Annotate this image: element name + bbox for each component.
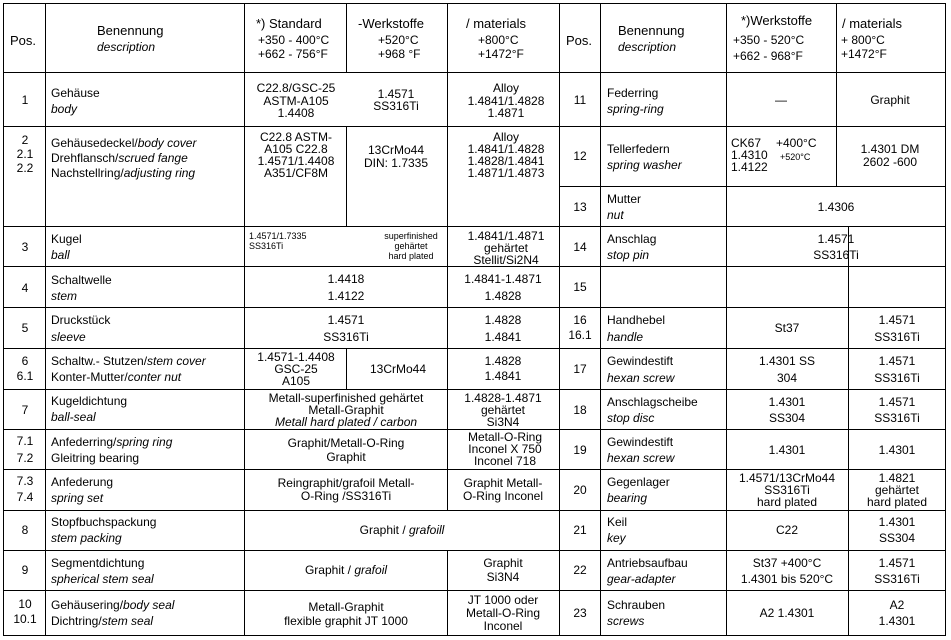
row-6-pos-2: 6.1 xyxy=(16,369,34,383)
header-werkstoffe-title: -Werkstoffe xyxy=(358,16,424,31)
row-3-material-2: gehärtet xyxy=(483,241,529,255)
row-17-name-de: Gewindestift xyxy=(607,354,674,368)
row-11-name-en: spring-ring xyxy=(607,102,664,116)
row-23-material-1: A2 xyxy=(889,598,905,612)
row-6-standard-1: 1.4571-1.4408 xyxy=(257,350,335,364)
row-20-name-de: Gegenlager xyxy=(607,475,670,489)
row-2-line-3-en: adjusting ring xyxy=(123,166,196,180)
header-right-werkstoffe-title: *)Werkstoffe xyxy=(741,13,813,28)
row-6-line-2-de: Konter-Mutter/ xyxy=(51,370,128,384)
row-21-name-en: key xyxy=(607,531,626,545)
row-14-name-en: stop pin xyxy=(607,248,650,262)
row-21-material-2: SS304 xyxy=(878,531,916,545)
row-20-werkstoff-2: SS316Ti xyxy=(764,483,810,497)
header-right-werkstoffe-temp-f: +662 - 968°F xyxy=(733,49,803,63)
row-7-1-line-2: Gleitring bearing xyxy=(51,451,140,465)
row-18-material-2: SS316Ti xyxy=(874,411,920,425)
row-14-name-de: Anschlag xyxy=(607,232,657,246)
row-5-name-en: sleeve xyxy=(51,330,86,344)
row-6-standard-3: A105 xyxy=(281,374,311,388)
row-2-material-1: Alloy xyxy=(492,130,520,144)
row-7-value-2: Metall-Graphit xyxy=(308,403,384,417)
row-7-material-1: 1.4828-1.4871 xyxy=(464,391,542,405)
row-7-3-material-2: O-Ring Inconel xyxy=(462,489,544,503)
row-1-material-1: Alloy xyxy=(492,81,520,95)
row-10-material-1: JT 1000 oder xyxy=(467,593,539,607)
row-7-1-value-1: Graphit/Metall-O-Ring xyxy=(287,436,405,450)
row-19-name-en: hexan screw xyxy=(607,451,675,465)
row-1-name-en: body xyxy=(51,102,78,116)
row-9-material-1: Graphit xyxy=(483,556,523,570)
row-5-name-de: Druckstück xyxy=(51,313,111,327)
row-12-name-en: spring washer xyxy=(607,158,682,172)
row-7-3-name-en: spring set xyxy=(51,491,104,505)
row-7-3-pos-2: 7.4 xyxy=(16,490,34,504)
row-1-name-de: Gehäuse xyxy=(51,86,100,100)
header-standard-temp-c: +350 - 400°C xyxy=(258,33,330,47)
row-22-material-1: 1.4571 xyxy=(878,556,916,570)
row-5-value-2: SS316Ti xyxy=(323,330,369,344)
row-23-material-2: 1.4301 xyxy=(878,614,916,628)
row-4-material-2: 1.4828 xyxy=(484,289,522,303)
row-7-1-line-1-en: spring ring xyxy=(116,435,173,449)
row-2-werkstoff-2: DIN: 1.7335 xyxy=(363,156,429,170)
row-5-material-1: 1.4828 xyxy=(484,313,522,327)
row-12-material-1: 1.4301 DM xyxy=(860,142,920,156)
row-1-werkstoff-1: 1.4571 xyxy=(377,87,415,101)
row-6-material-2: 1.4841 xyxy=(484,369,522,383)
row-7-1-material-1: Metall-O-Ring xyxy=(467,430,543,444)
row-21-material-1: 1.4301 xyxy=(878,515,916,529)
row-1-werkstoff-2: SS316Ti xyxy=(373,99,419,113)
row-3-small-3: superfinished xyxy=(384,231,438,241)
row-18-pos: 18 xyxy=(573,403,587,417)
row-18-name-de: Anschlagscheibe xyxy=(607,395,698,409)
row-1-material-3: 1.4871 xyxy=(487,106,525,120)
header-right-pos: Pos. xyxy=(566,33,593,48)
row-18-werkstoff-2: SS304 xyxy=(768,411,806,425)
header-right-materials-temp-c: + 800°C xyxy=(841,33,885,47)
row-3-small-2: SS316Ti xyxy=(249,241,284,251)
row-2-material-3: 1.4828/1.4841 xyxy=(467,154,545,168)
row-6-line-2 xyxy=(51,371,181,383)
row-6-standard-2: GSC-25 xyxy=(274,362,318,376)
row-2-standard-3: 1.4571/1.4408 xyxy=(257,154,335,168)
row-2-pos-1: 2 xyxy=(21,133,29,147)
row-2-material-2: 1.4841/1.4828 xyxy=(467,142,545,156)
row-20-material-1: 1.4821 xyxy=(878,471,916,485)
row-2-line-1-en: body cover xyxy=(137,136,197,150)
row-1-material-2: 1.4841/1.4828 xyxy=(467,94,545,108)
row-17-material-2: SS316Ti xyxy=(874,371,920,385)
row-2-standard-2: A105 C22.8 xyxy=(264,142,328,156)
row-7-3-value-1: Reingraphit/grafoil Metall- xyxy=(277,476,415,490)
row-2-line-2 xyxy=(51,152,188,164)
row-21-pos: 21 xyxy=(573,523,587,537)
row-17-pos: 17 xyxy=(573,362,587,376)
row-13-pos: 13 xyxy=(573,200,587,214)
header-materials-temp-f: +1472°F xyxy=(478,47,524,61)
row-18-werkstoff-1: 1.4301 xyxy=(768,395,806,409)
row-6-line-1 xyxy=(51,355,206,367)
row-17-werkstoff-1: 1.4301 SS xyxy=(758,354,816,368)
row-22-werkstoff-2: 1.4301 bis 520°C xyxy=(740,572,834,586)
row-5-pos: 5 xyxy=(21,321,29,335)
header-name-en: description xyxy=(97,40,156,54)
row-14-pos: 14 xyxy=(573,240,587,254)
row-23-pos: 23 xyxy=(573,606,587,620)
row-7-1-material-2: Inconel X 750 xyxy=(468,442,542,456)
row-20-material-2: gehärtet xyxy=(874,483,920,497)
row-2-werkstoff-1: 13CrMo44 xyxy=(367,143,425,157)
row-6-line-1-en: stem cover xyxy=(147,354,206,368)
row-6-line-1-de: Schaltw.- Stutzen/ xyxy=(51,354,148,368)
row-11-werkstoff: — xyxy=(775,93,787,107)
row-13-value: 1.4306 xyxy=(817,200,855,214)
row-7-1-pos-2: 7.2 xyxy=(16,451,34,465)
row-11-material: Graphit xyxy=(870,93,910,107)
row-6-material-1: 1.4828 xyxy=(484,354,522,368)
row-12-werkstoff-3: 1.4122 xyxy=(731,160,768,174)
row-20-werkstoff-1: 1.4571/13CrMo44 xyxy=(738,471,836,485)
row-23-name-en: screws xyxy=(607,614,645,628)
row-14-value-2: SS316Ti xyxy=(813,248,859,262)
row-7-value-1: Metall-superfinished gehärtet xyxy=(268,391,424,405)
row-4-material-1: 1.4841-1.4871 xyxy=(464,272,542,286)
row-2-material-4: 1.4871/1.4873 xyxy=(467,166,545,180)
row-7-value-3: Metall hard plated / carbon xyxy=(274,415,418,429)
row-14-value-1: 1.4571 xyxy=(817,232,855,246)
row-20-pos: 20 xyxy=(573,483,587,497)
row-8-name-de: Stopfbuchspackung xyxy=(51,515,157,529)
row-5-value-1: 1.4571 xyxy=(327,313,365,327)
row-21-name-de: Keil xyxy=(607,515,628,529)
header-right-materials-title: / materials xyxy=(842,16,902,31)
row-3-name-de: Kugel xyxy=(51,232,82,246)
row-9-name-de: Segmentdichtung xyxy=(51,556,145,570)
row-4-pos: 4 xyxy=(21,281,29,295)
row-1-pos: 1 xyxy=(21,93,29,107)
row-8-value-a: Graphit / xyxy=(359,523,409,537)
row-22-name-de: Antriebsaufbau xyxy=(607,556,688,570)
row-19-pos: 19 xyxy=(573,443,587,457)
row-12-material-2: 2602 -600 xyxy=(862,155,918,169)
row-10-line-1 xyxy=(51,599,174,611)
row-7-1-line-1-de: Anfederring/ xyxy=(51,435,117,449)
row-9-material-2: Si3N4 xyxy=(486,570,520,584)
header-materials-title: / materials xyxy=(466,16,526,31)
row-2-pos-2: 2.1 xyxy=(16,147,34,161)
row-10-value-1: Metall-Graphit xyxy=(308,600,384,614)
row-6-werkstoff: 13CrMo44 xyxy=(369,362,427,376)
row-1-standard-1: C22.8/GSC-25 xyxy=(256,81,336,95)
row-2-line-3 xyxy=(51,167,195,179)
row-21-werkstoff: C22 xyxy=(775,523,799,537)
row-3-small-1: 1.4571/1.7335 xyxy=(249,231,307,241)
row-7-1-pos-1: 7.1 xyxy=(16,434,34,448)
row-22-pos: 22 xyxy=(573,563,587,577)
row-18-material-1: 1.4571 xyxy=(878,395,916,409)
header-werkstoffe-temp-c: +520°C xyxy=(378,33,419,47)
row-17-material-1: 1.4571 xyxy=(878,354,916,368)
row-10-line-2-en: stem seal xyxy=(101,614,154,628)
row-16-pos-1: 16 xyxy=(573,313,587,327)
row-7-name-en: ball-seal xyxy=(51,410,96,424)
row-12-temp-2: +520°C xyxy=(780,152,811,162)
row-16-name-en: handle xyxy=(607,330,644,344)
row-19-material: 1.4301 xyxy=(878,443,916,457)
row-22-name-en: gear-adapter xyxy=(607,572,676,586)
row-16-material-2: SS316Ti xyxy=(874,330,920,344)
row-7-3-name-de: Anfederung xyxy=(51,475,114,489)
row-18-name-en: stop disc xyxy=(607,411,655,425)
row-1-standard-2: ASTM-A105 xyxy=(263,94,329,108)
row-10-line-1-de: Gehäusering/ xyxy=(51,598,124,612)
row-20-material-3: hard plated xyxy=(866,495,928,509)
row-8-pos: 8 xyxy=(21,523,29,537)
row-16-material-1: 1.4571 xyxy=(878,313,916,327)
row-7-material-2: gehärtet xyxy=(480,403,526,417)
row-7-3-value-2: O-Ring /SS316Ti xyxy=(300,489,392,503)
row-12-pos: 12 xyxy=(573,149,587,163)
row-10-material-3: Inconel xyxy=(483,619,523,633)
row-7-pos: 7 xyxy=(21,403,29,417)
row-2-line-2-de: Drehflansch/ xyxy=(51,151,119,165)
row-7-name-de: Kugeldichtung xyxy=(51,394,128,408)
row-7-1-line-1 xyxy=(51,436,172,448)
row-11-pos: 11 xyxy=(573,93,587,107)
row-4-value-2: 1.4122 xyxy=(327,289,365,303)
row-2-line-1 xyxy=(51,137,196,149)
row-1-standard-3: 1.4408 xyxy=(277,106,315,120)
row-2-line-3-de: Nachstellring/ xyxy=(51,166,124,180)
row-16-pos-2: 16.1 xyxy=(568,328,592,342)
row-4-value-1: 1.4418 xyxy=(327,272,365,286)
row-22-material-2: SS316Ti xyxy=(874,572,920,586)
row-8-value xyxy=(360,524,445,536)
row-2-line-1-de: Gehäusedeckel/ xyxy=(51,136,138,150)
header-standard-title: *) Standard xyxy=(256,16,322,31)
row-3-small-5: hard plated xyxy=(388,251,434,261)
row-11-name-de: Federring xyxy=(607,86,659,100)
row-13-name-en: nut xyxy=(607,208,624,222)
row-3-material-1: 1.4841/1.4871 xyxy=(467,229,545,243)
row-4-name-en: stem xyxy=(51,289,78,303)
row-20-name-en: bearing xyxy=(607,491,648,505)
row-12-werkstoff-2: 1.4310 xyxy=(731,148,768,162)
row-23-werkstoff: A2 1.4301 xyxy=(759,606,815,620)
row-7-1-value-2: Graphit xyxy=(326,450,366,464)
row-12-temp-1: +400°C xyxy=(776,136,817,150)
row-23-name-de: Schrauben xyxy=(607,598,666,612)
row-10-line-2 xyxy=(51,615,153,627)
row-7-3-material-1: Graphit Metall- xyxy=(463,476,543,490)
row-10-material-2: Metall-O-Ring xyxy=(465,606,541,620)
row-7-3-pos-1: 7.3 xyxy=(16,474,34,488)
row-7-1-material-3: Inconel 718 xyxy=(473,454,537,468)
row-10-pos-1: 10 xyxy=(18,597,32,611)
row-16-name-de: Handhebel xyxy=(607,313,666,327)
row-9-value-a: Graphit / xyxy=(304,563,355,577)
header-pos: Pos. xyxy=(10,33,37,48)
header-name-de: Benennung xyxy=(97,23,164,38)
row-3-pos: 3 xyxy=(21,240,29,254)
row-2-standard-4: A351/CF8M xyxy=(263,166,329,180)
row-10-value-2: flexible graphit JT 1000 xyxy=(284,614,408,628)
row-5-material-2: 1.4841 xyxy=(484,330,522,344)
header-standard-temp-f: +662 - 756°F xyxy=(258,47,328,61)
row-4-name-de: Schaltwelle xyxy=(51,273,112,287)
row-6-pos-1: 6 xyxy=(21,354,29,368)
row-22-werkstoff-1: St37 +400°C xyxy=(752,556,822,570)
row-17-werkstoff-2: 304 xyxy=(776,371,798,385)
header-materials-temp-c: +800°C xyxy=(478,33,519,47)
row-2-standard-1: C22.8 ASTM- xyxy=(259,130,333,144)
header-right-name-de: Benennung xyxy=(618,23,685,38)
header-werkstoffe-temp-f: +968 °F xyxy=(378,47,421,61)
row-12-werkstoff-1: CK67 xyxy=(731,136,762,150)
row-10-line-1-en: body seal xyxy=(123,598,175,612)
row-20-werkstoff-3: hard plated xyxy=(756,495,818,509)
row-2-line-2-en: scrued fange xyxy=(118,151,188,165)
row-2-pos-3: 2.2 xyxy=(16,161,34,175)
row-13-name-de: Mutter xyxy=(607,192,642,206)
row-3-name-en: ball xyxy=(51,248,70,262)
row-8-name-en: stem packing xyxy=(51,531,122,545)
row-9-value xyxy=(305,564,387,576)
row-17-name-en: hexan screw xyxy=(607,371,675,385)
row-6-line-2-en: conter nut xyxy=(127,370,182,384)
row-9-pos: 9 xyxy=(21,563,29,577)
header-right-name-en: description xyxy=(618,40,677,54)
row-3-small-4: gehärtet xyxy=(394,241,428,251)
row-9-name-en: spherical stem seal xyxy=(51,572,154,586)
row-9-value-b: grafoil xyxy=(354,563,388,577)
row-10-pos-2: 10.1 xyxy=(13,612,37,626)
row-10-line-2-de: Dichtring/ xyxy=(51,614,102,628)
row-7-material-3: Si3N4 xyxy=(486,415,520,429)
row-16-werkstoff: St37 xyxy=(774,321,800,335)
header-right-werkstoffe-temp-c: +350 - 520°C xyxy=(733,33,805,47)
header-right-materials-temp-f: +1472°F xyxy=(841,47,887,61)
row-3-material-3: Stellit/Si2N4 xyxy=(473,253,539,267)
row-12-name-de: Tellerfedern xyxy=(607,142,670,156)
row-19-name-de: Gewindestift xyxy=(607,435,674,449)
row-19-werkstoff: 1.4301 xyxy=(768,443,806,457)
row-8-value-b: grafoill xyxy=(409,523,445,537)
row-15-pos: 15 xyxy=(573,280,587,294)
